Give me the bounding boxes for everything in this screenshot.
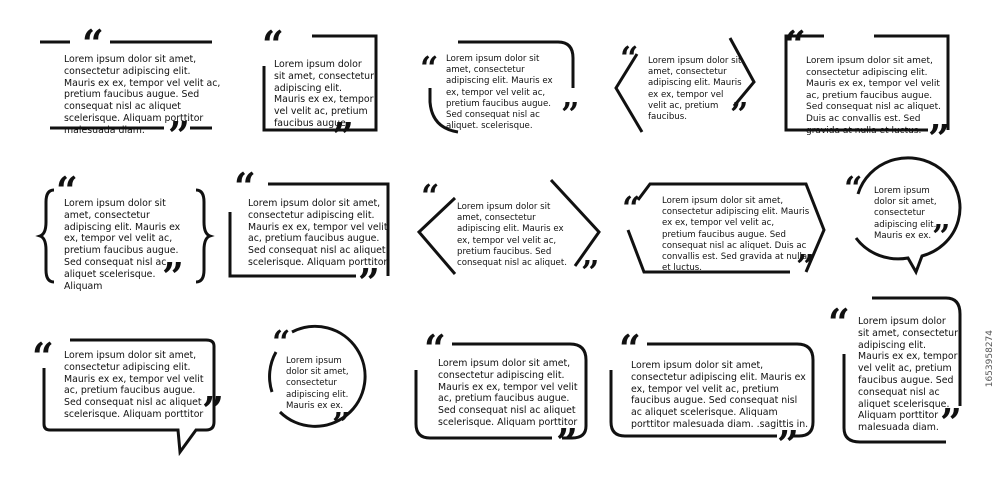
open-quote-mark: “ xyxy=(622,189,641,227)
frame-8-text: Lorem ipsum dolor sit amet, consectetur adipiscing elit. Mauris ex ex, tempor vel velit ac, pretium faucibus. Sed consequat nisl ac aliquet. xyxy=(457,202,567,269)
close-quote-mark: ” xyxy=(556,420,578,465)
frame-9-text: Lorem ipsum dolor sit amet, consectetur adipiscing elit. Mauris ex ex, tempor vel velit ac, pretium faucibus augue. Sed consequat nisl ac aliquet. Duis ac convallis est. Sed gravida at nulla et luctus. xyxy=(662,196,810,274)
quote-frame-9 xyxy=(620,180,830,285)
close-quote-mark: ” xyxy=(796,247,815,285)
quote-frame-8 xyxy=(415,177,605,291)
frame-10-text: Lorem ipsum dolor sit amet, consectetur adipiscing elit. Mauris ex ex. xyxy=(874,186,937,241)
frame-15-text: Lorem ipsum dolor sit amet, consectetur adipiscing elit. Mauris ex ex, tempor vel velit ac, pretium faucibus augue. Sed consequat nisl ac aliquet scelerisque. Aliquam porttitor malesuada diam. xyxy=(858,316,958,434)
open-quote-mark: “ xyxy=(844,169,863,207)
frame-1-text: Lorem ipsum dolor sit amet, consectetur adipiscing elit. Mauris ex ex, tempor vel velit ac, pretium faucibus augue. Sed consequat nisl ac aliquet scelerisque. Aliquam porttitor malesuada diam. xyxy=(64,54,221,136)
quote-frame-2 xyxy=(262,22,387,159)
close-quote-mark: ” xyxy=(358,260,380,305)
quote-frame-6 xyxy=(38,168,213,299)
open-quote-mark: “ xyxy=(420,49,439,87)
frame-2-text: Lorem ipsum dolor sit amet, consectetur adipiscing elit. Mauris ex ex, tempor vel velit ac, pretium faucibus augue. xyxy=(274,59,374,129)
frame-11-text: Lorem ipsum dolor sit amet, consectetur adipiscing elit. Mauris ex ex, tempor vel velit ac, pretium faucibus augue. Sed consequat nisl ac aliquet scelerisque. Aliquam porttitor xyxy=(64,350,204,420)
close-quote-mark: ” xyxy=(332,405,351,443)
frame-13-text: Lorem ipsum dolor sit amet, consectetur adipiscing elit. Mauris ex ex, tempor vel velit ac, pretium faucibus augue. Sed consequat nisl ac aliquet scelerisque. Aliquam porttitor xyxy=(438,358,578,428)
frame-4-text: Lorem ipsum dolor sit amet, consectetur adipiscing elit. Mauris ex ex, tempor vel velit ac, pretium faucibus. xyxy=(648,56,742,123)
quote-frame-11 xyxy=(30,332,224,457)
frame-5-text: Lorem ipsum dolor sit amet, consectetur adipiscing elit. Mauris ex ex, tempor vel velit ac, pretium faucibus augue. Sed consequat nisl ac aliquet. Duis ac convallis est. Sed gravida at nulla et luctus. xyxy=(806,56,941,136)
open-quote-mark: “ xyxy=(56,168,78,213)
close-quote-mark: ” xyxy=(581,253,600,291)
open-quote-mark: “ xyxy=(828,300,850,345)
quote-frame-13 xyxy=(412,326,592,465)
frame-6-text: Lorem ipsum dolor sit amet, consectetur adipiscing elit. Mauris ex ex, tempor vel velit ac, pretium faucibus augue. Sed consequat nisl ac aliquet scelerisque. Aliquam xyxy=(64,198,181,292)
open-quote-mark: “ xyxy=(82,21,104,66)
quote-frame-3 xyxy=(418,40,588,140)
quote-frame-10 xyxy=(842,158,962,276)
frame-14-text: Lorem ipsum dolor sit amet, consectetur adipiscing elit. Mauris ex ex, tempor vel velit ac, pretium faucibus augue. Sed consequat nisl ac aliquet scelerisque. Aliquam porttitor malesuada diam. .sagittis in. xyxy=(631,360,809,430)
frame-12-text: Lorem ipsum dolor sit amet, consectetur adipiscing elit. Mauris ex ex. xyxy=(286,356,349,411)
open-quote-mark: “ xyxy=(620,39,639,77)
quote-frame-5 xyxy=(784,22,954,161)
close-quote-mark: ” xyxy=(928,116,950,161)
close-quote-mark: ” xyxy=(940,400,962,445)
open-quote-mark: “ xyxy=(424,326,446,371)
open-quote-mark: “ xyxy=(262,22,284,67)
close-quote-mark: ” xyxy=(730,95,749,133)
close-quote-mark: ” xyxy=(932,217,951,255)
quote-frame-4 xyxy=(612,36,762,136)
open-quote-mark: “ xyxy=(272,323,291,361)
quote-frame-7 xyxy=(228,164,393,305)
close-quote-mark: ” xyxy=(202,388,224,433)
quote-frame-15 xyxy=(826,294,972,448)
frame-7-text: Lorem ipsum dolor sit amet, consectetur adipiscing elit. Mauris ex ex, tempor vel velit ac, pretium faucibus augue. Sed consequat nisl ac aliquet scelerisque. Aliquam porttitor xyxy=(248,198,388,268)
quote-frame-1 xyxy=(40,21,230,158)
close-quote-mark: ” xyxy=(777,422,799,467)
open-quote-mark: “ xyxy=(784,22,806,67)
quote-frame-14 xyxy=(607,326,819,467)
open-quote-mark: “ xyxy=(421,177,440,215)
close-quote-mark: ” xyxy=(332,114,354,159)
close-quote-mark: ” xyxy=(561,95,580,133)
stock-id-label: 1653958274 xyxy=(985,330,995,388)
close-quote-mark: ” xyxy=(168,113,190,158)
close-quote-mark: ” xyxy=(162,254,184,299)
open-quote-mark: “ xyxy=(619,326,641,371)
quote-frame-12 xyxy=(262,322,372,442)
open-quote-mark: “ xyxy=(32,334,54,379)
open-quote-mark: “ xyxy=(234,164,256,209)
frame-3-text: Lorem ipsum dolor sit amet, consectetur adipiscing elit. Mauris ex ex, tempor vel velit ac, pretium faucibus augue. Sed consequat nisl ac aliquet. scelerisque. xyxy=(446,54,553,132)
